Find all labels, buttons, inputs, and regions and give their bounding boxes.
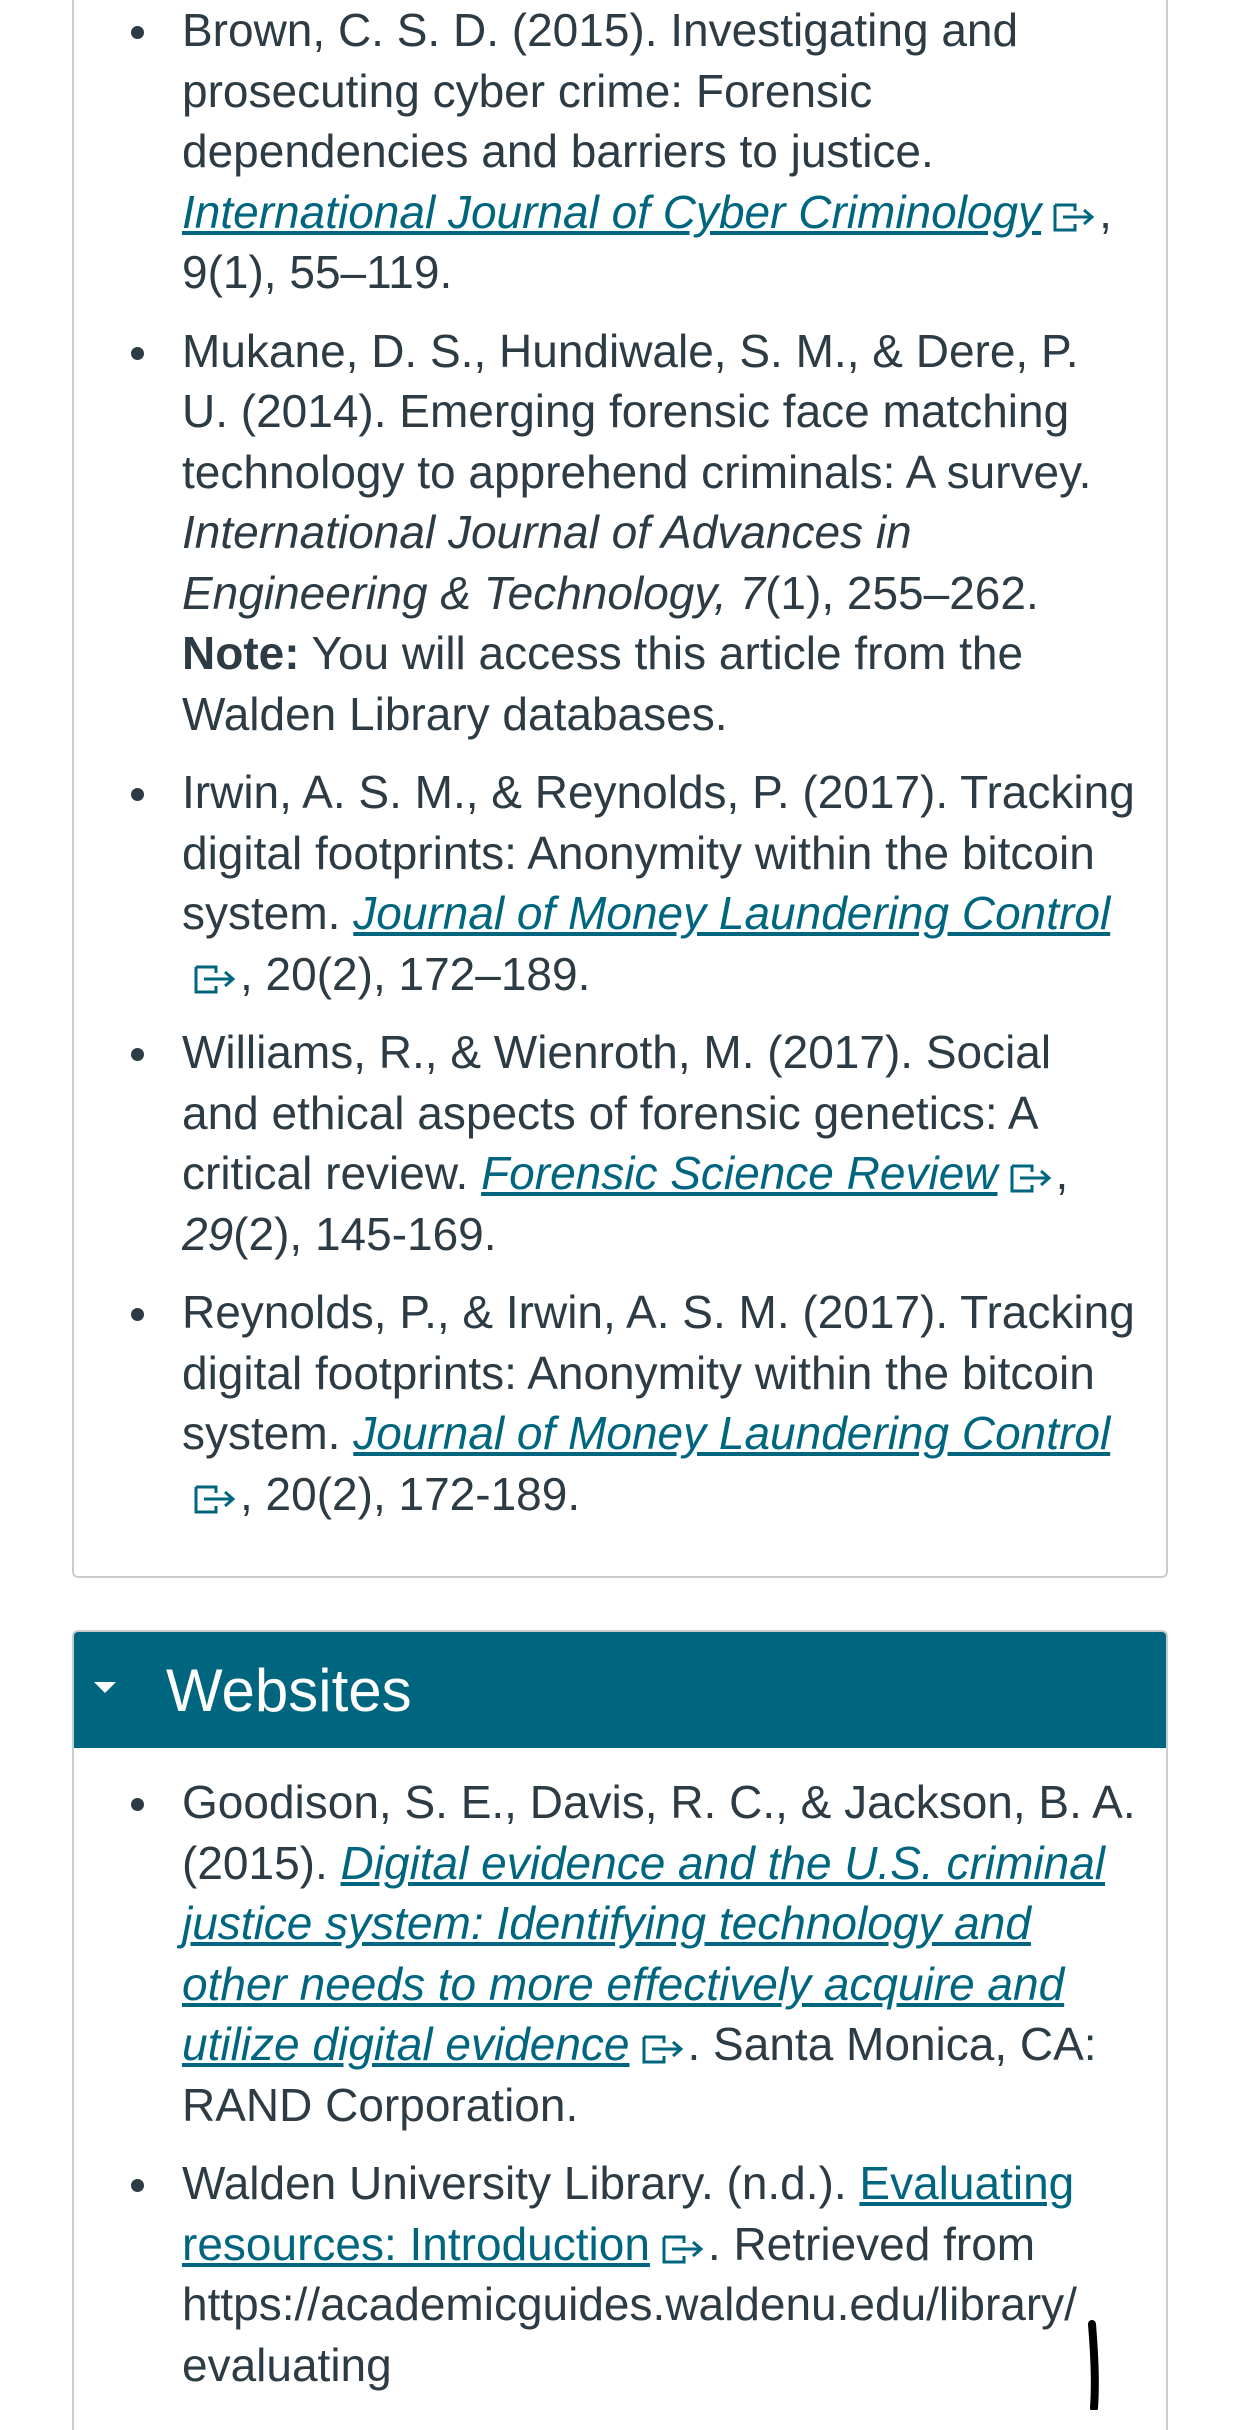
list-item: Brown, C. S. D. (2015). Investigating and prosecuting cyber crime: Forensic dependencies and barriers to justice. International Journal of Cyber Criminology , 9(1), 55–119. — [74, 0, 1166, 303]
websites-title: Websites — [166, 1656, 412, 1724]
list-item: Goodison, S. E., Davis, R. C., & Jackson, B. A. (2015). Digital evidence and the U.S. criminal justice system: Identifying technology and other needs to more effectively acquire and utilize digital evidence . Santa Monica, CA: RAND Corporation. — [74, 1772, 1166, 2135]
websites-accordion-header[interactable] — [74, 1632, 1166, 1748]
list-item: Mukane, D. S., Hundiwale, S. M., & Dere, P. U. (2014). Emerging forensic face matching technology to apprehend criminals: A survey. International Journal of Advances in Engineering & Technology, 7(1), 255–262. Note: You will access this article from the Walden Library databases. — [74, 321, 1166, 745]
external-link-icon — [1008, 1161, 1056, 1195]
pen-stroke — [1082, 2320, 1112, 2410]
external-link-icon — [192, 1482, 240, 1516]
list-item: Irwin, A. S. M., & Reynolds, P. (2017). Tracking digital footprints: Anonymity within the bitcoin system. Journal of Money Laundering Control , 20(2), 172–189. — [74, 762, 1166, 1004]
articles-panel — [72, 0, 1168, 1578]
external-link-icon — [1051, 200, 1099, 234]
websites-list — [74, 1748, 1166, 2395]
caret-down-icon — [94, 1682, 116, 1693]
websites-panel — [72, 1630, 1168, 2430]
list-item: Reynolds, P., & Irwin, A. S. M. (2017). Tracking digital footprints: Anonymity within the bitcoin system. Journal of Money Laundering Control , 20(2), 172-189. — [74, 1282, 1166, 1524]
external-link-icon — [640, 2032, 688, 2066]
external-link-icon — [192, 962, 240, 996]
note-label: Note: — [182, 627, 300, 679]
articles-list — [74, 0, 1166, 1524]
journal-link[interactable]: Forensic Science Review — [481, 1147, 1055, 1199]
external-link-icon — [660, 2232, 708, 2266]
journal-link[interactable]: International Journal of Cyber Criminology — [182, 186, 1099, 238]
journal-link[interactable]: Journal of Money Laundering Control — [182, 1407, 1110, 1520]
resource-link[interactable]: Digital evidence and the U.S. criminal justice system: Identifying technology and other needs to more effectively acquire and utilize digital evidence — [182, 1836, 1106, 2070]
list-item: Walden University Library. (n.d.). Evaluating resources: Introduction . Retrieved from https://academicguides.waldenu.edu/library/ evaluating — [74, 2153, 1166, 2395]
list-item: Williams, R., & Wienroth, M. (2017). Social and ethical aspects of forensic genetics: A critical review. Forensic Science Review , 29(2), 145-169. — [74, 1022, 1166, 1264]
journal-link[interactable]: Journal of Money Laundering Control — [182, 887, 1110, 1000]
resource-link[interactable]: Evaluating resources: Introduction — [182, 2157, 1075, 2270]
